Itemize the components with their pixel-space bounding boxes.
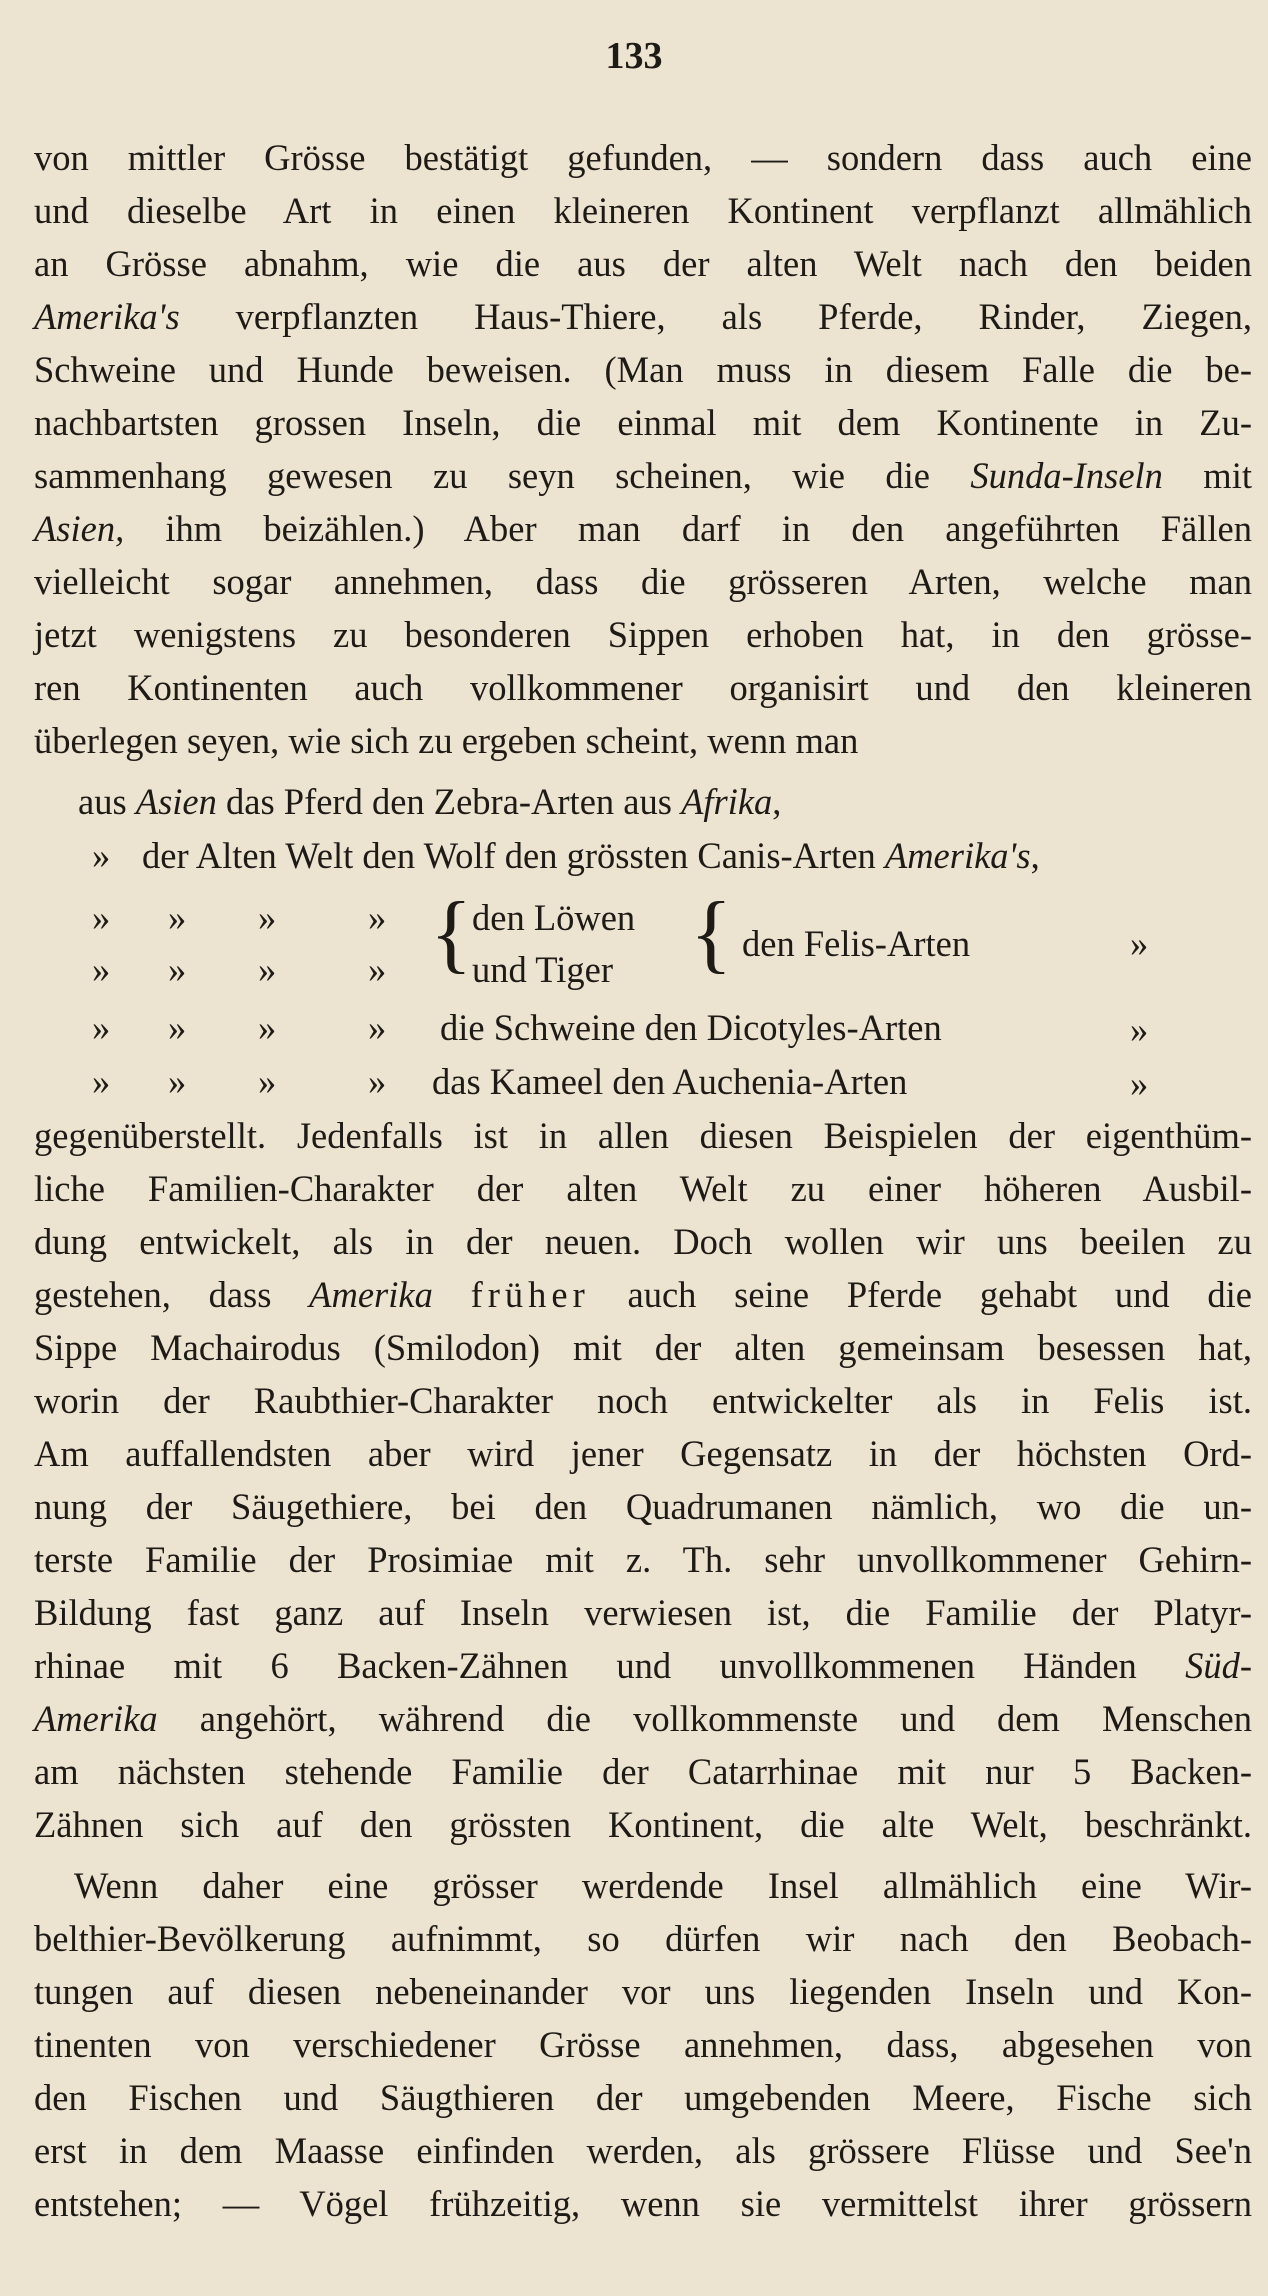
text-line: überlegen seyen, wie sich zu ergeben scheint, wenn man <box>34 720 859 761</box>
text-line: liche Familien-Charakter der alten Welt zu einer höheren Ausbil- <box>34 1168 1252 1209</box>
text-line: Zähnen sich auf den grössten Kontinent, die alte Welt, beschränkt. <box>34 1804 1252 1845</box>
comparison-item: den Felis-Arten <box>742 923 971 964</box>
comparison-row: die Schweine den Dicotyles-Arten <box>440 1007 942 1048</box>
text-line: jetzt wenigstens zu besonderen Sippen erhoben hat, in den grösse- <box>34 614 1252 655</box>
text-line: tungen auf diesen nebeneinander vor uns liegenden Inseln und Kon- <box>34 1971 1252 2012</box>
text-line: terste Familie der Prosimiae mit z. Th. sehr unvollkommener Gehirn- <box>34 1539 1252 1580</box>
comparison-row: aus Asien das Pferd den Zebra-Arten aus Afrika, <box>78 781 782 822</box>
text-line: am nächsten stehende Familie der Catarrhinae mit nur 5 Backen- <box>34 1751 1252 1792</box>
comparison-item: und Tiger <box>472 949 613 990</box>
text-line: gegenüberstellt. Jedenfalls ist in allen diesen Beispielen der eigenthüm- <box>34 1115 1252 1156</box>
text-line: an Grösse abnahm, wie die aus der alten Welt nach den beiden <box>34 243 1252 284</box>
text-line: ren Kontinenten auch vollkommener organisirt und den kleineren <box>34 667 1252 708</box>
text-line: von mittler Grösse bestätigt gefunden, — sondern dass auch eine <box>34 137 1252 178</box>
text-line: Sippe Machairodus (Smilodon) mit der alten gemeinsam besessen hat, <box>34 1327 1252 1368</box>
right-brace: { <box>690 885 733 982</box>
text-line: Wenn daher eine grösser werdende Insel allmählich eine Wir- <box>74 1865 1252 1906</box>
comparison-item: den Löwen <box>472 897 636 938</box>
text-line: Asien, ihm beizählen.) Aber man darf in den angeführten Fällen <box>34 508 1252 549</box>
text-line: worin der Raubthier-Charakter noch entwickelter als in Felis ist. <box>34 1380 1252 1421</box>
comparison-row: das Kameel den Auchenia-Arten <box>432 1061 908 1102</box>
text-line: vielleicht sogar annehmen, dass die grösseren Arten, welche man <box>34 561 1252 602</box>
text-line: und dieselbe Art in einen kleineren Kontinent verpflanzt allmählich <box>34 190 1252 231</box>
left-brace: { <box>430 885 473 982</box>
text-line: erst in dem Maasse einfinden werden, als grössere Flüsse und See'n <box>34 2130 1252 2171</box>
text-line: Amerika's verpflanzten Haus-Thiere, als Pferde, Rinder, Ziegen, <box>34 296 1252 337</box>
ditto-mark: » <box>92 835 111 876</box>
text-line: tinenten von verschiedener Grösse annehmen, dass, abgesehen von <box>34 2024 1252 2065</box>
text-line: rhinae mit 6 Backen-Zähnen und unvollkommenen Händen Süd- <box>34 1645 1252 1686</box>
text-line: den Fischen und Säugthieren der umgebenden Meere, Fische sich <box>34 2077 1252 2118</box>
text-line: Bildung fast ganz auf Inseln verwiesen ist, die Familie der Platyr- <box>34 1592 1252 1633</box>
text-line: sammenhang gewesen zu seyn scheinen, wie die Sunda-Inseln mit <box>34 455 1252 496</box>
text-line: Schweine und Hunde beweisen. (Man muss in diesem Falle die be- <box>34 349 1252 390</box>
comparison-row: der Alten Welt den Wolf den grössten Canis-Arten Amerika's, <box>142 835 1040 876</box>
text-line: dung entwickelt, als in der neuen. Doch wollen wir uns beeilen zu <box>34 1221 1252 1262</box>
text-line: gestehen, dass Amerika früher auch seine Pferde gehabt und die <box>34 1274 1252 1315</box>
page-number: 133 <box>605 35 663 77</box>
text-line: Am auffallendsten aber wird jener Gegensatz in der höchsten Ord- <box>34 1433 1252 1474</box>
book-page: 133 von mittler Grösse bestätigt gefunden, — sondern dass auch eine und dieselbe Art in einen kleineren Kontinent verpflanzt allmählich an Grösse abnahm, wie die aus der alten Welt nach den beiden Amerika's verpflanzten Haus-Thiere, als Pferde, Rinder, Ziegen, Schweine und Hunde beweisen. (Man muss in diesem Falle die be- nachbartsten grossen Inseln, die einmal mit dem Kontinente in Zu- sammenhang gewesen zu seyn scheinen, wie die Sunda-Inseln mit Asien, ihm beizählen.) Aber man darf in den angeführten Fällen vielleicht sogar annehmen, dass die grösseren Arten, welche man jetzt wenigstens zu besonderen Sippen erhoben hat, in den grösse- ren Kontinenten auch vollkommener organisirt und den kleineren überlegen seyen, wie sich zu ergeben scheint, wenn man aus Asien das Pferd den Zebra-Arten aus Afrika, » der Alten Welt den Wolf den grössten Canis-Arten Amerika's, » » » » » » » » » » » » » » » » » » » { den Löwen und Tiger { den Felis-Arten die Schweine den Dicotyles-Arten das Kameel den Auchenia-Arten gegenüberstellt. Jedenfalls ist in allen diesen Beispielen der eigenthüm- liche Familien-Charakter der alten Welt zu einer höheren Ausbil- dung entwickelt, als in der neuen. Doch wollen wir uns beeilen zu gestehen, dass Amerika früher auch seine Pferde gehabt und die Sippe Machairodus (Smilodon) mit der alten gemeinsam besessen hat, worin der Raubthier-Charakter noch entwickelter als in Felis ist. Am auffallendsten aber wird jener Gegensatz in der höchsten Ord- nung der Säugethiere, bei den Quadrumanen nämlich, wo die un- terste Familie der Prosimiae mit z. Th. sehr unvollkommener Gehirn- Bildung fast ganz auf Inseln verwiesen ist, die Familie der Platyr- rhinae mit 6 Backen-Zähnen und unvollkommenen Händen Süd- Amerika angehört, während die vollkommenste und dem Menschen am nächsten stehende Familie der Catarrhinae mit nur 5 Backen- Zähnen sich auf den grössten Kontinent, die alte Welt, beschränkt. Wenn daher eine grösser werdende Insel allmählich eine Wir- belthier-Bevölkerung aufnimmt, so dürfen wir nach den Beobach- tungen auf diesen nebeneinander vor uns liegenden Inseln und Kon- tinenten von verschiedener Grösse annehmen, dass, abgesehen von den Fischen und Säugthieren der umgebenden Meere, Fische sich erst in dem Maasse einfinden werden, als grössere Flüsse und See'n entstehen; — Vögel frühzeitig, wenn sie vermittelst ihrer grössern <box>0 0 1268 2296</box>
text-line: Amerika angehört, während die vollkommenste und dem Menschen <box>34 1698 1252 1739</box>
text-line: nung der Säugethiere, bei den Quadrumanen nämlich, wo die un- <box>34 1486 1252 1527</box>
text-line: belthier-Bevölkerung aufnimmt, so dürfen wir nach den Beobach- <box>34 1918 1252 1959</box>
text-line: nachbartsten grossen Inseln, die einmal mit dem Kontinente in Zu- <box>34 402 1252 443</box>
text-line: entstehen; — Vögel frühzeitig, wenn sie vermittelst ihrer grössern <box>34 2183 1252 2224</box>
